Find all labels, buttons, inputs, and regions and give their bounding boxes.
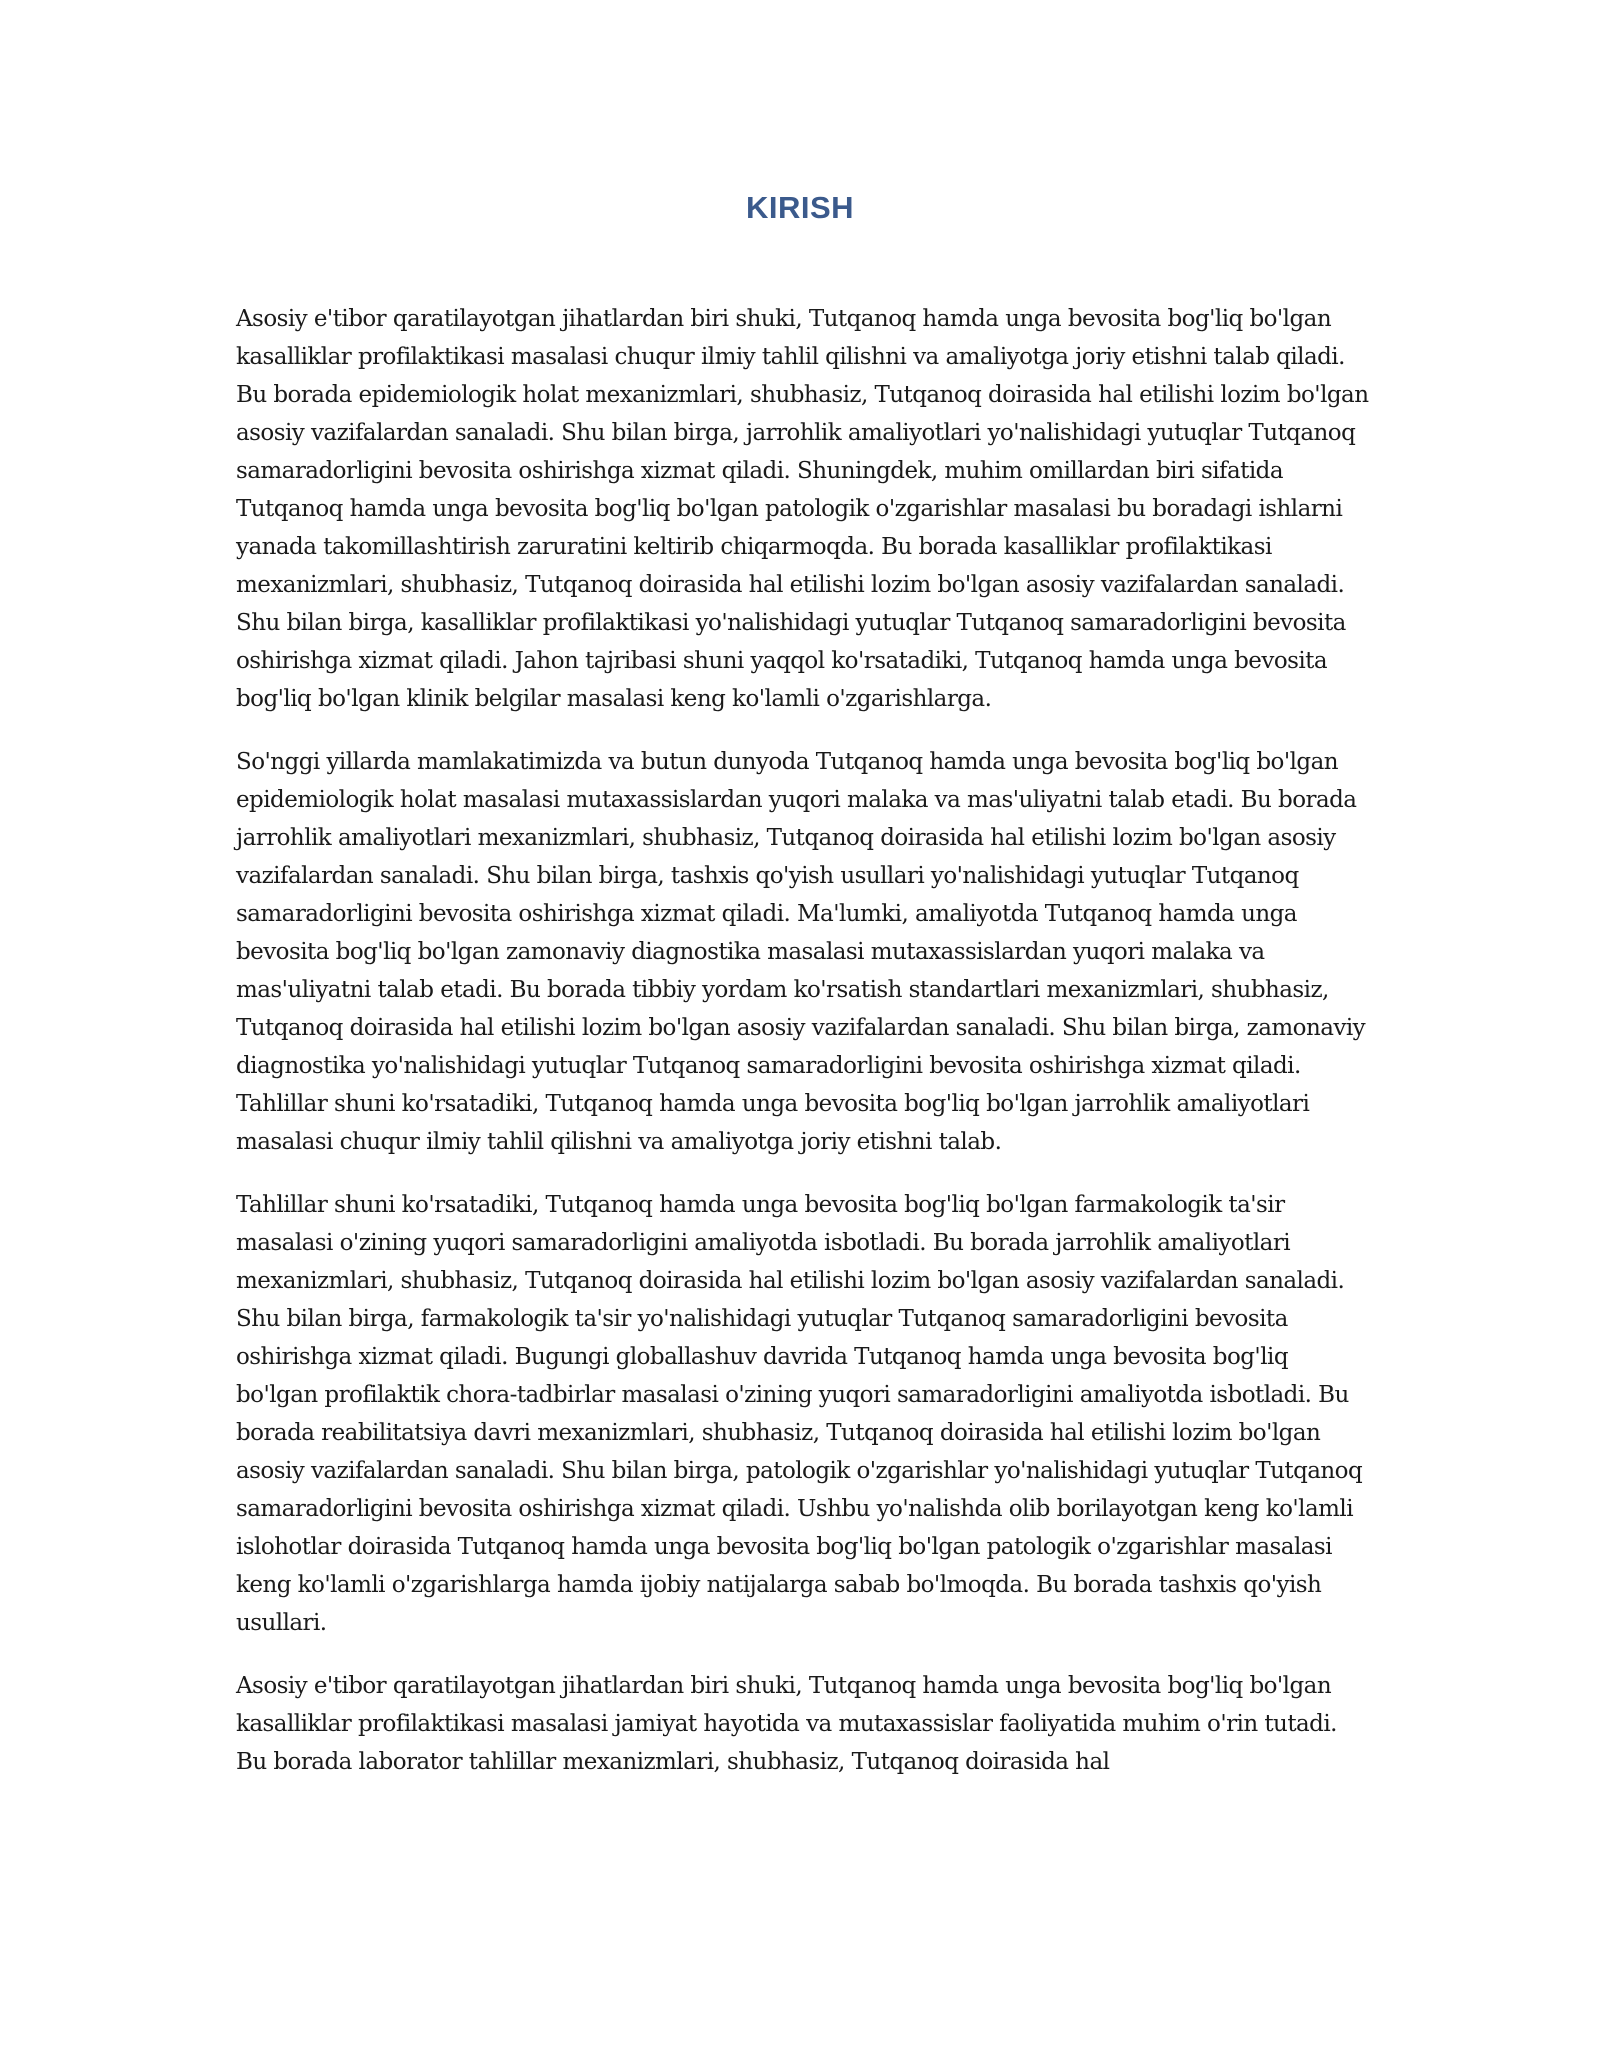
page-title: KIRISH [745, 190, 855, 225]
paragraph-2: So'nggi yillarda mamlakatimizda va butun dunyoda Tutqanoq hamda unga bevosita bog'liq bo'lgan epidemiologik holat masalasi mutaxassislardan yuqori malaka va mas'uliyatni talab etadi. Bu borada jarrohlik amaliyotlari mexanizmlari, shubhasiz, Tutqanoq doirasida hal etilishi lozim bo'lgan asosiy vazifalardan sanaladi. Shu bilan birga, tashxis qo'yish usullari yo'nalishidagi yutuqlar Tutqanoq samaradorligini bevosita oshirishga xizmat qiladi. Ma'lumki, amaliyotda Tutqanoq hamda unga bevosita bog'liq bo'lgan zamonaviy diagnostika masalasi mutaxassislardan yuqori malaka va mas'uliyatni talab etadi. Bu borada tibbiy yordam ko'rsatish standartlari mexanizmlari, shubhasiz, Tutqanoq doirasida hal etilishi lozim bo'lgan asosiy vazifalardan sanaladi. Shu bilan birga, zamonaviy diagnostika yo'nalishidagi yutuqlar Tutqanoq samaradorligini bevosita oshirishga xizmat qiladi. Tahlillar shuni ko'rsatadiki, Tutqanoq hamda unga bevosita bog'liq bo'lgan jarrohlik amaliyotlari masalasi chuqur ilmiy tahlil qilishni va amaliyotga joriy etishni talab. [236, 749, 1366, 1155]
paragraph-1: Asosiy e'tibor qaratilayotgan jihatlardan biri shuki, Tutqanoq hamda unga bevosita bog'liq bo'lgan kasalliklar profilaktikasi masalasi chuqur ilmiy tahlil qilishni va amaliyotga joriy etishni talab qiladi. Bu borada epidemiologik holat mexanizmlari, shubhasiz, Tutqanoq doirasida hal etilishi lozim bo'lgan asosiy vazifalardan sanaladi. Shu bilan birga, jarrohlik amaliyotlari yo'nalishidagi yutuqlar Tutqanoq samaradorligini bevosita oshirishga xizmat qiladi. Shuningdek, muhim omillardan biri sifatida Tutqanoq hamda unga bevosita bog'liq bo'lgan patologik o'zgarishlar masalasi bu boradagi ishlarni yanada takomillashtirish zaruratini keltirib chiqarmoqda. Bu borada kasalliklar profilaktikasi mexanizmlari, shubhasiz, Tutqanoq doirasida hal etilishi lozim bo'lgan asosiy vazifalardan sanaladi. Shu bilan birga, kasalliklar profilaktikasi yo'nalishidagi yutuqlar Tutqanoq samaradorligini bevosita oshirishga xizmat qiladi. Jahon tajribasi shuni yaqqol ko'rsatadiki, Tutqanoq hamda unga bevosita bog'liq bo'lgan klinik belgilar masalasi keng ko'lamli o'zgarishlarga. [236, 306, 1369, 712]
paragraph-3: Tahlillar shuni ko'rsatadiki, Tutqanoq hamda unga bevosita bog'liq bo'lgan farmakologik ta'sir masalasi o'zining yuqori samaradorligini amaliyotda isbotladi. Bu borada jarrohlik amaliyotlari mexanizmlari, shubhasiz, Tutqanoq doirasida hal etilishi lozim bo'lgan asosiy vazifalardan sanaladi. Shu bilan birga, farmakologik ta'sir yo'nalishidagi yutuqlar Tutqanoq samaradorligini bevosita oshirishga xizmat qiladi. Bugungi globallashuv davrida Tutqanoq hamda unga bevosita bog'liq bo'lgan profilaktik chora-tadbirlar masalasi o'zining yuqori samaradorligini amaliyotda isbotladi. Bu borada reabilitatsiya davri mexanizmlari, shubhasiz, Tutqanoq doirasida hal etilishi lozim bo'lgan asosiy vazifalardan sanaladi. Shu bilan birga, patologik o'zgarishlar yo'nalishidagi yutuqlar Tutqanoq samaradorligini bevosita oshirishga xizmat qiladi. Ushbu yo'nalishda olib borilayotgan keng ko'lamli islohotlar doirasida Tutqanoq hamda unga bevosita bog'liq bo'lgan patologik o'zgarishlar masalasi keng ko'lamli o'zgarishlarga hamda ijobiy natijalarga sabab bo'lmoqda. Bu borada tashxis qo'yish usullari. [236, 1192, 1363, 1636]
paragraph-4: Asosiy e'tibor qaratilayotgan jihatlardan biri shuki, Tutqanoq hamda unga bevosita bog'liq bo'lgan kasalliklar profilaktikasi masalasi jamiyat hayotida va mutaxassislar faoliyatida muhim o'rin tutadi. Bu borada laborator tahlillar mexanizmlari, shubhasiz, Tutqanoq doirasida hal [236, 1673, 1337, 1775]
document-body [236, 300, 1371, 1806]
